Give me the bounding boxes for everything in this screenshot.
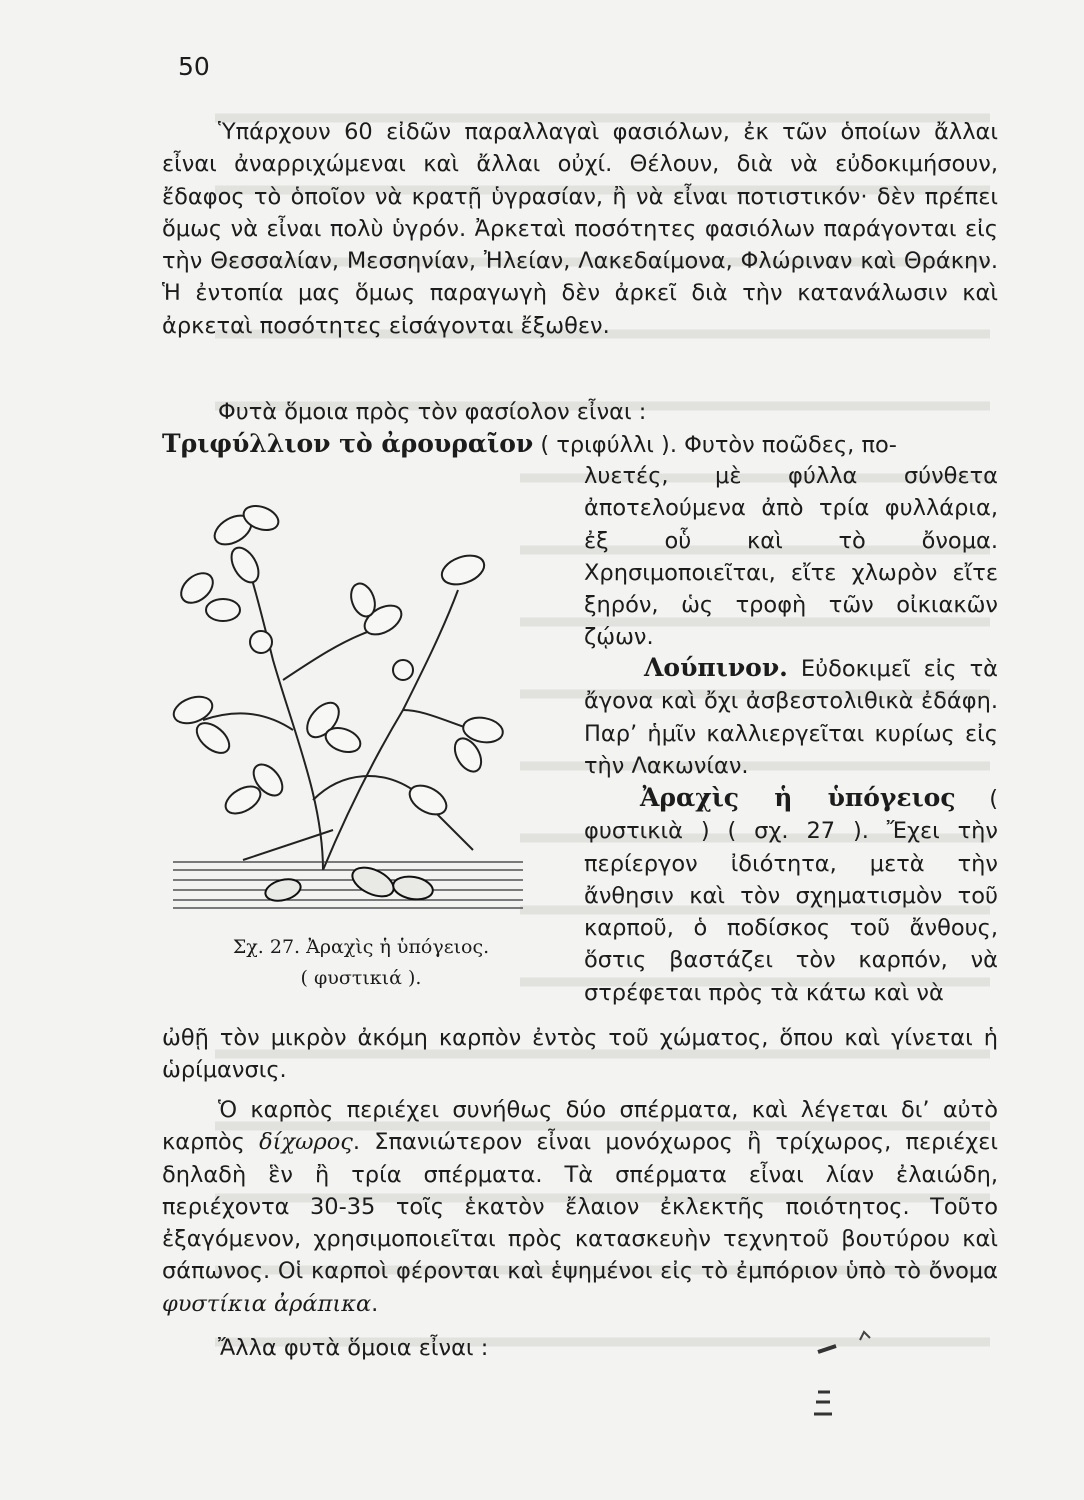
figure-caption-subtitle: ( φυστικιά ). xyxy=(300,967,422,989)
trifolium-heading: Τριφύλλιον τὸ ἀρουραῖον xyxy=(162,429,534,458)
closing-line: Ἄλλα φυτὰ ὅμοια εἶναι : xyxy=(218,1335,489,1361)
trifolium-text-column: λυετές, μὲ φύλλα σύνθετα ἀποτελούμενα ἀπὸ τρία φυλλάρια, ἐξ οὗ καὶ τὸ ὄνομα. Χρησιμοποιεῖται, εἴτε χλωρὸν εἴτε ξηρόν, ὡς τροφὴ τῶν οἰκιακῶν ζῴων. xyxy=(584,463,998,651)
page-number: 50 xyxy=(178,52,210,81)
fruit-text-before: Ὁ καρπὸς περιέχει συνήθως δύο σπέρματα, καὶ λέγεται δι’ αὐτὸ καρπὸς xyxy=(162,1097,998,1156)
lupinus-heading: Λούπινον. xyxy=(644,653,788,682)
trifolium-line xyxy=(162,428,998,461)
trifolium-text-wide: ( τριφύλλι ). Φυτὸν ποῶδες, πο- xyxy=(540,432,897,458)
arachis-heading: Ἀραχὶς ἡ ὑπόγειος xyxy=(640,783,956,812)
fruit-text-end: . xyxy=(371,1290,379,1317)
lupinus-paragraph xyxy=(584,652,998,782)
arachis-paragraph xyxy=(584,782,998,1009)
lupinus-text: Εὐδοκιμεῖ εἰς τὰ ἄγονα καὶ ὄχι ἀσβεστολιθικὰ ἐδάφη. Παρ’ ἡμῖν καλλιεργεῖται κυρίως εἰς τὴν Λακωνίαν. xyxy=(584,656,998,779)
fruit-paragraph xyxy=(162,1094,998,1320)
peanut-plant-illustration xyxy=(172,470,524,916)
intro-similar-plants: Φυτὰ ὅμοια πρὸς τὸν φασίολον εἶναι : xyxy=(218,399,647,425)
arachis-continuation: ὠθῇ τὸν μικρὸν ἀκόμη καρπὸν ἐντὸς τοῦ χώματος, ὅπου καὶ γίνεται ἡ ὡρίμανσις. xyxy=(162,1025,998,1084)
fruit-text-middle: . Σπανιώτερον εἶναι μονόχωρος ἢ τρίχωρος, περιέχει δηλαδὴ ἓν ἢ τρία σπέρματα. Τὰ σπέρματα εἶναι λίαν ἐλαιώδη, περιέχοντα 30-35 τοῖς ἑκατὸν ἔλαιον ἐκλεκτῆς ποιότητος. Τοῦτο ἐξαγόμενον, χρησιμοποιεῖται πρὸς κατασκευὴν τεχνητοῦ βουτύρου καὶ σάπωνος. Οἱ καρποὶ φέρονται καὶ ἑψημένοι εἰς τὸ ἐμπόριον ὑπὸ τὸ ὄνομα xyxy=(162,1129,998,1285)
figure-caption-title: Σχ. 27. Ἀραχὶς ἡ ὑπόγειος. xyxy=(232,936,490,958)
fruit-italic-dichoros: δίχωρος xyxy=(259,1129,353,1156)
paragraph-fasolia: Ὑπάρχουν 60 εἰδῶν παραλλαγαὶ φασιόλων, ἐκ τῶν ὁποίων ἄλλαι εἶναι ἀναρριχώμεναι καὶ ἄλλαι οὐχί. Θέλουν, διὰ νὰ εὐδοκιμήσουν, ἔδαφος τὸ ὁποῖον νὰ κρατῇ ὑγρασίαν, ἢ νὰ εἶναι ποτιστικόν· δὲν πρέπει ὅμως νὰ εἶναι πολὺ ὑγρόν. Ἀρκεταὶ ποσότητες φασιόλων παράγονται εἰς τὴν Θεσσαλίαν, Μεσσηνίαν, Ἠλείαν, Λακεδαίμονα, Φλώριναν καὶ Θράκην. Ἡ ἐντοπία μας ὅμως παραγωγὴ δὲν ἀρκεῖ διὰ τὴν κατανάλωσιν καὶ ἀρκεταὶ ποσότητες εἰσάγονται ἔξωθεν. xyxy=(162,119,998,339)
figure-caption xyxy=(196,932,526,994)
fruit-italic-fystikia: φυστίκια ἀράπικα xyxy=(162,1290,372,1317)
arachis-text-column: ( φυστικιὰ ) ( σχ. 27 ). Ἔχει τὴν περίεργον ἰδιότητα, μετὰ τὴν ἄνθησιν καὶ τὸν σχηματισμὸν τοῦ καρποῦ, ὁ ποδίσκος τοῦ ἄνθους, ὅστις βαστάζει τὸν καρπόν, νὰ στρέφεται πρὸς τὰ κάτω καὶ νὰ xyxy=(584,786,999,1006)
